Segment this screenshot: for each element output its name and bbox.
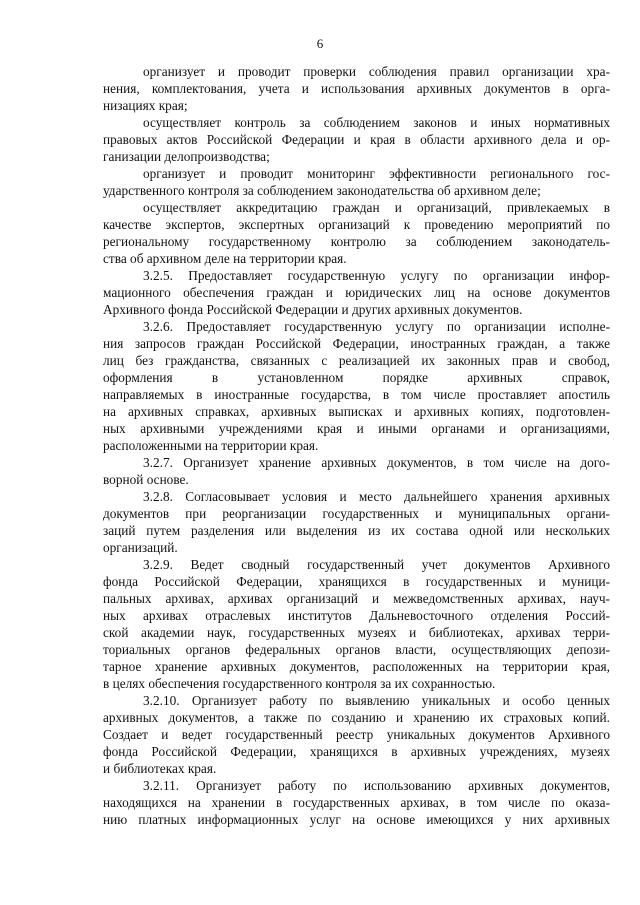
- text-line: ных архивными учреждениями края и иными органами и организациями,: [103, 421, 610, 436]
- text-line: Создает и ведет государственный реестр уникальных документов Архивного: [103, 727, 610, 742]
- text-line: Архивного фонда Российской Федерации и других архивных документов.: [103, 302, 523, 317]
- paragraph: [103, 267, 610, 318]
- page-number: 6: [316, 36, 324, 51]
- text-line: организует и проводит мониторинг эффективности регионального гос-: [143, 166, 610, 181]
- text-line: низациях края;: [103, 98, 188, 113]
- text-line: оформления в установленном порядке архивных справок,: [103, 370, 610, 385]
- text-line: лиц без гражданства, связанных с реализацией их законных прав и свобод,: [103, 353, 610, 368]
- text-line: 3.2.10. Организует работу по выявлению уникальных и особо ценных: [143, 693, 610, 708]
- text-line: ториальных органов федеральных органов власти, осуществляющих депози-: [103, 642, 610, 657]
- text-line: 3.2.6. Предоставляет государственную услугу по организации исполне-: [143, 319, 610, 334]
- text-line: на архивных справках, архивных выписках и архивных копиях, подготовлен-: [103, 404, 610, 419]
- text-line: 3.2.9. Ведет сводный государственный учет документов Архивного: [143, 557, 610, 572]
- paragraph: [103, 454, 610, 488]
- document-body: [103, 63, 610, 828]
- text-line: расположенными на территории края.: [103, 438, 319, 453]
- text-line: тарное хранение архивных документов, расположенных на территории края,: [103, 659, 610, 674]
- text-line: ворной основе.: [103, 472, 189, 487]
- paragraph: [103, 556, 610, 692]
- text-line: мационного обеспечения граждан и юридических лиц на основе документов: [103, 285, 610, 300]
- text-line: 3.2.7. Организует хранение архивных документов, в том числе на дого-: [143, 455, 610, 470]
- text-line: архивных документов, а также по созданию и хранению их страховых копий.: [103, 710, 610, 725]
- text-line: ской академии наук, государственных музеях и библиотеках, архивах терри-: [103, 625, 610, 640]
- text-line: нения, комплектования, учета и использования архивных документов в орга-: [103, 81, 610, 96]
- paragraph: [103, 63, 610, 114]
- paragraph: [103, 114, 610, 165]
- text-line: организует и проводит проверки соблюдения правил организации хра-: [143, 64, 610, 79]
- text-line: организаций.: [103, 540, 178, 555]
- text-line: 3.2.8. Согласовывает условия и место дальнейшего хранения архивных: [143, 489, 610, 504]
- paragraph: [103, 199, 610, 267]
- text-line: фонда Российской Федерации, хранящихся в архивных учреждениях, музеях: [103, 744, 610, 759]
- text-line: правовых актов Российской Федерации и края в области архивного дела и ор-: [103, 132, 610, 147]
- paragraph: [103, 318, 610, 454]
- text-line: и библиотеках края.: [103, 761, 217, 776]
- text-line: осуществляет контроль за соблюдением законов и иных нормативных: [143, 115, 610, 130]
- text-line: осуществляет аккредитацию граждан и организаций, привлекаемых в: [143, 200, 610, 215]
- text-line: фонда Российской Федерации, хранящихся в государственных и муници-: [103, 574, 610, 589]
- text-line: 3.2.11. Организует работу по использованию архивных документов,: [143, 778, 610, 793]
- text-line: ства об архивном деле на территории края.: [103, 251, 347, 266]
- paragraph: [103, 165, 610, 199]
- text-line: нию платных информационных услуг на основе имеющихся у них архивных: [103, 812, 610, 827]
- paragraph: [103, 692, 610, 777]
- text-line: ных архивах отраслевых институтов Дальневосточного отделения Россий-: [103, 608, 610, 623]
- text-line: документов при реорганизации государственных и муниципальных органи-: [103, 506, 610, 521]
- text-line: направляемых в иностранные государства, в том числе проставляет апостиль: [103, 387, 610, 402]
- text-line: в целях обеспечения государственного контроля за их сохранностью.: [103, 676, 496, 691]
- paragraph: [103, 488, 610, 556]
- text-line: ганизации делопроизводства;: [103, 149, 270, 164]
- text-line: ударственного контроля за соблюдением законодательства об архивном деле;: [103, 183, 541, 198]
- text-line: 3.2.5. Предоставляет государственную услугу по организации инфор-: [143, 268, 610, 283]
- text-line: пальных архивах, архивах организаций и межведомственных архивах, науч-: [103, 591, 610, 606]
- text-line: заций путем разделения или выделения из их состава одной или нескольких: [103, 523, 610, 538]
- paragraph: [103, 777, 610, 828]
- text-line: региональному государственному контролю за соблюдением законодатель-: [103, 234, 610, 249]
- text-line: ния запросов граждан Российской Федерации, иностранных граждан, а также: [103, 336, 610, 351]
- text-line: качестве экспертов, экспертных организаций к проведению мероприятий по: [103, 217, 610, 232]
- text-line: находящихся на хранении в государственных архивах, в том числе по оказа-: [103, 795, 610, 810]
